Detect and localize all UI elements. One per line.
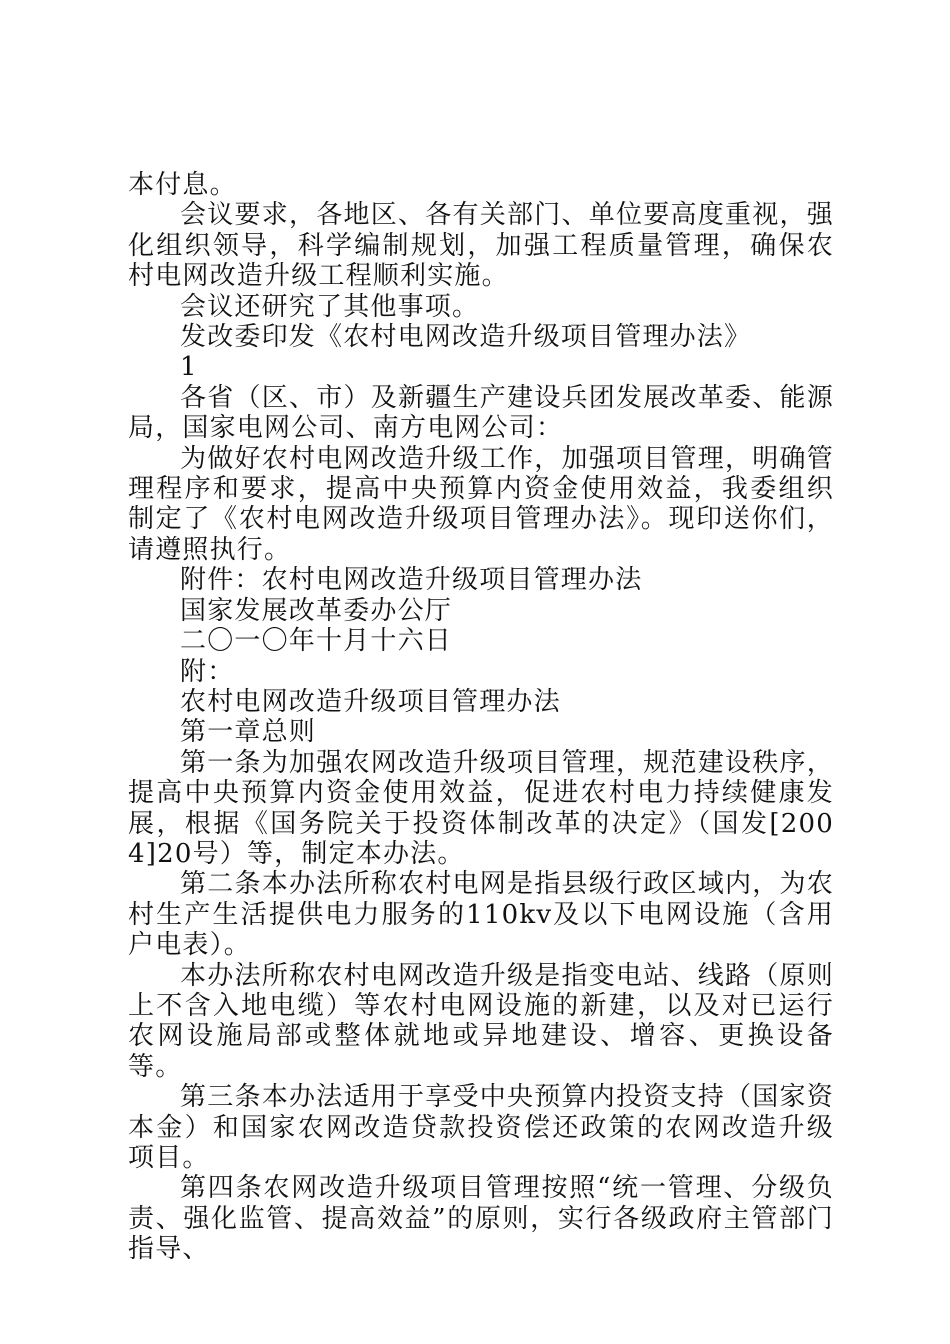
appendix-title: 农村电网改造升级项目管理办法 (180, 686, 561, 717)
appendix-label: 附： (180, 656, 235, 687)
notice-number: 1 (180, 352, 198, 383)
chapter-heading: 第一章总则 (180, 717, 317, 748)
attachment-line: 附件：农村电网改造升级项目管理办法 (180, 565, 643, 596)
article-4: 第四条农网改造升级项目管理按照“统一管理、分级负责、强化监管、提高效益”的原则，实行各级政府主管部门指导、 (128, 1173, 834, 1265)
article-2-definition: 本办法所称农村电网改造升级是指变电站、线路（原则上不含入地电缆）等农村电网设施的新建，以及对已运行农网设施局部或整体就地或异地建设、增容、更换设备等。 (128, 960, 834, 1082)
document-page (128, 170, 834, 1265)
recipients: 各省（区、市）及新疆生产建设兵团发展改革委、能源局，国家电网公司、南方电网公司： (128, 382, 834, 444)
article-1: 第一条为加强农网改造升级项目管理，规范建设秩序，提高中央预算内资金使用效益，促进农村电力持续健康发展，根据《国务院关于投资体制改革的决定》（国发[2004]20号）等，制定本办法。 (128, 747, 834, 869)
notice-title: 发改委印发《农村电网改造升级项目管理办法》 (180, 322, 752, 353)
paragraph-meeting-requirements: 会议要求，各地区、各有关部门、单位要高度重视，强化组织领导，科学编制规划，加强工程质量管理，确保农村电网改造升级工程顺利实施。 (128, 200, 834, 292)
paragraph-continuation: 本付息。 (128, 170, 237, 200)
article-2: 第二条本办法所称农村电网是指县级行政区域内，为农村生产生活提供电力服务的110kv及以下电网设施（含用户电表）。 (128, 869, 834, 961)
paragraph-other-matters: 会议还研究了其他事项。 (180, 291, 480, 322)
paragraph-purpose: 为做好农村电网改造升级工作，加强项目管理，明确管理程序和要求，提高中央预算内资金使用效益，我委组织制定了《农村电网改造升级项目管理办法》。现印送你们，请遵照执行。 (128, 443, 834, 565)
issue-date: 二〇一〇年十月十六日 (180, 626, 453, 657)
article-3: 第三条本办法适用于享受中央预算内投资支持（国家资本金）和国家农网改造贷款投资偿还政策的农网改造升级项目。 (128, 1082, 834, 1173)
issuing-office: 国家发展改革委办公厅 (180, 595, 453, 626)
